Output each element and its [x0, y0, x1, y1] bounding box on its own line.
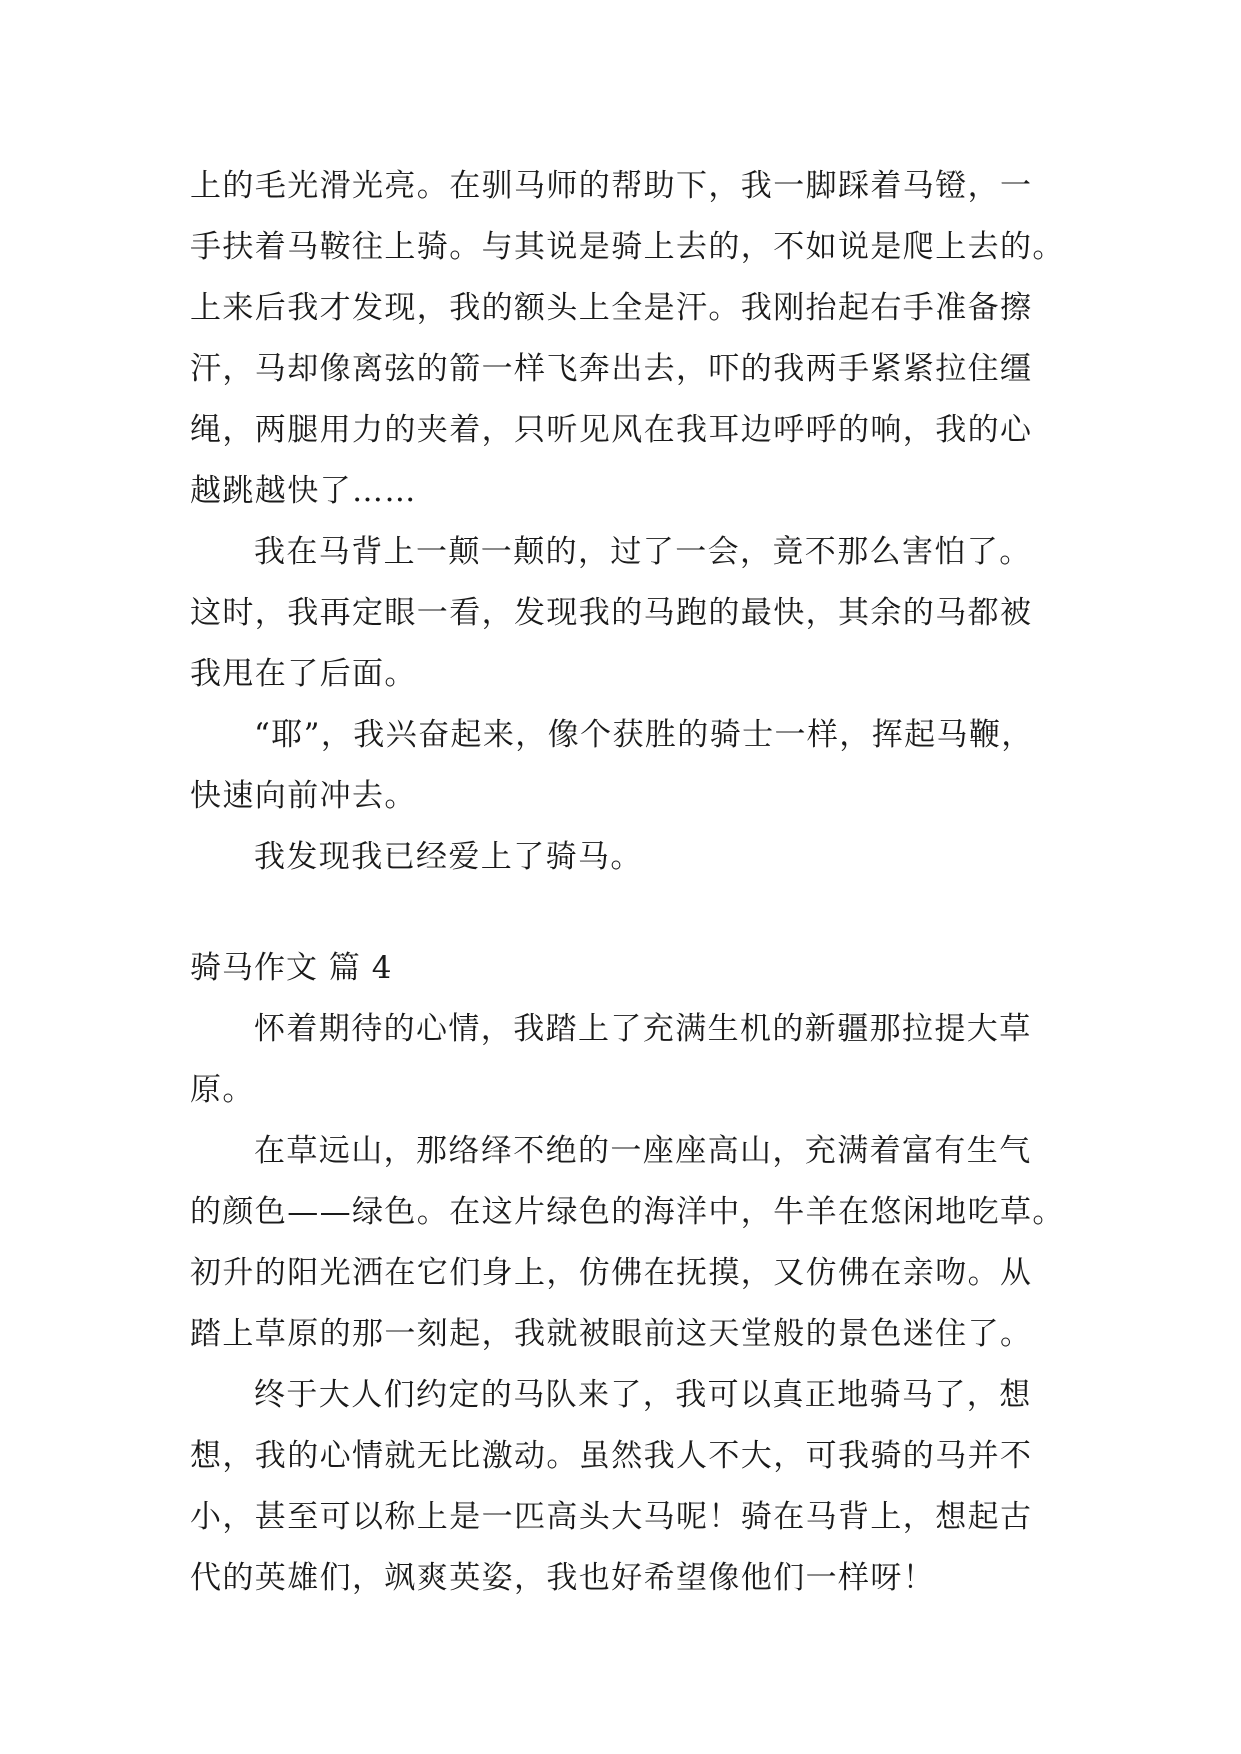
paragraph-first-line: 我发现我已经爱上了骑马。	[254, 839, 643, 875]
text-line: 手扶着马鞍往上骑。与其说是骑上去的，不如说是爬上去的。	[190, 229, 1065, 265]
text-line: 上的毛光滑光亮。在驯马师的帮助下，我一脚踩着马镫，一	[190, 168, 1033, 204]
text-line: 的颜色——绿色。在这片绿色的海洋中，牛羊在悠闲地吃草。	[190, 1194, 1065, 1230]
paragraph-first-line: 怀着期待的心情，我踏上了充满生机的新疆那拉提大草	[254, 1011, 1032, 1047]
text-line: 快速向前冲去。	[190, 778, 417, 814]
text-line: 上来后我才发现，我的额头上全是汗。我刚抬起右手准备擦	[190, 290, 1033, 326]
text-line: 汗，马却像离弦的箭一样飞奔出去，吓的我两手紧紧拉住缰	[190, 351, 1033, 387]
text-line: 代的英雄们，飒爽英姿，我也好希望像他们一样呀！	[190, 1560, 936, 1596]
paragraph-first-line: “耶”，我兴奋起来，像个获胜的骑士一样，挥起马鞭，	[254, 717, 1034, 753]
paragraph-first-line: 在草远山，那络绎不绝的一座座高山，充满着富有生气	[254, 1133, 1032, 1169]
text-line: 踏上草原的那一刻起，我就被眼前这天堂般的景色迷住了。	[190, 1316, 1033, 1352]
paragraph-first-line: 我在马背上一颠一颠的，过了一会，竟不那么害怕了。	[254, 534, 1032, 570]
text-line: 绳，两腿用力的夹着，只听见风在我耳边呼呼的响，我的心	[190, 412, 1033, 448]
text-line: 原。	[190, 1072, 255, 1108]
text-line: 想，我的心情就无比激动。虽然我人不大，可我骑的马并不	[190, 1438, 1033, 1474]
text-line: 小，甚至可以称上是一匹高头大马呢！骑在马背上，想起古	[190, 1499, 1033, 1535]
paragraph-first-line: 终于大人们约定的马队来了，我可以真正地骑马了，想	[254, 1377, 1032, 1413]
section-heading: 骑马作文 篇 4	[190, 950, 393, 986]
text-line: 初升的阳光洒在它们身上，仿佛在抚摸，又仿佛在亲吻。从	[190, 1255, 1033, 1291]
text-line: 我甩在了后面。	[190, 656, 417, 692]
text-line: 越跳越快了……	[190, 473, 417, 509]
text-line: 这时，我再定眼一看，发现我的马跑的最快，其余的马都被	[190, 595, 1033, 631]
